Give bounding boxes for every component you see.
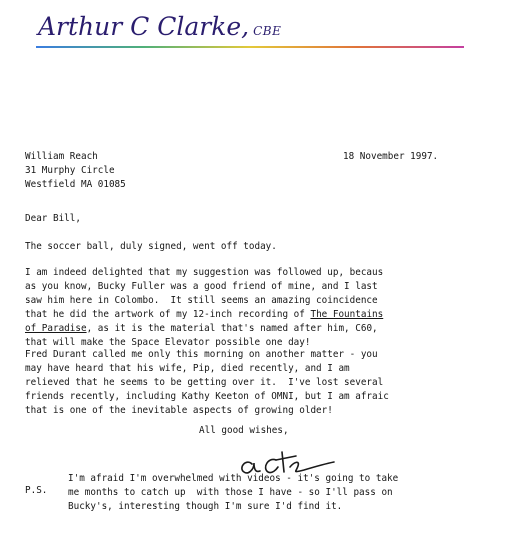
postscript-body bbox=[68, 472, 398, 514]
letterhead-honours: CBE bbox=[253, 24, 282, 38]
album-title: The Fountains bbox=[310, 309, 384, 320]
paragraph-2-line: that will make the Space Elevator possible one day! bbox=[25, 337, 311, 348]
recipient-address bbox=[25, 150, 126, 192]
paragraph-3-line: friends recently, including Kathy Keeton of OMNI, but I am afraic bbox=[25, 391, 389, 402]
closing: All good wishes, bbox=[199, 425, 289, 436]
paragraph-3-line: relieved that he seems to be getting over it. I've lost several bbox=[25, 377, 384, 388]
paragraph-2-line: I am indeed delighted that my suggestion was followed up, becaus bbox=[25, 267, 384, 278]
paragraph-3-line: may have heard that his wife, Pip, died recently, and I am bbox=[25, 363, 350, 374]
letterhead-rule bbox=[36, 46, 464, 48]
recipient-name: William Reach bbox=[25, 151, 98, 162]
postscript-line: I'm afraid I'm overwhelmed with videos - it's going to take bbox=[68, 473, 399, 484]
paragraph-2-line bbox=[25, 322, 383, 336]
postscript-line: Bucky's, interesting though I'm sure I'd find it. bbox=[68, 501, 343, 512]
paragraph-3-line: that is one of the inevitable aspects of growing older! bbox=[25, 405, 333, 416]
paragraph-1: The soccer ball, duly signed, went off today. bbox=[25, 241, 277, 252]
recipient-city: Westfield MA 01085 bbox=[25, 179, 126, 190]
postscript-line: me months to catch up with those I have - so I'll pass on bbox=[68, 487, 393, 498]
paragraph-3 bbox=[25, 348, 389, 418]
paragraph-3-line: Fred Durant called me only this morning on another matter - you bbox=[25, 349, 378, 360]
paragraph-2-line: saw him here in Colombo. It still seems an amazing coincidence bbox=[25, 295, 378, 306]
letter-date: 18 November 1997. bbox=[343, 151, 439, 162]
paragraph-2 bbox=[25, 266, 383, 350]
letterhead bbox=[38, 12, 281, 41]
paragraph-2-text: , as it is the material that's named after him, C60, bbox=[86, 323, 378, 334]
salutation: Dear Bill, bbox=[25, 213, 81, 224]
letterhead-name: Arthur C Clarke, bbox=[38, 12, 250, 41]
recipient-street: 31 Murphy Circle bbox=[25, 165, 115, 176]
paragraph-2-line bbox=[25, 308, 383, 322]
postscript-label: P.S. bbox=[25, 485, 48, 496]
album-title: of Paradise bbox=[25, 323, 87, 334]
paragraph-2-text: that he did the artwork of my 12-inch recording of bbox=[25, 309, 311, 320]
paragraph-2-line: as you know, Bucky Fuller was a good friend of mine, and I last bbox=[25, 281, 378, 292]
